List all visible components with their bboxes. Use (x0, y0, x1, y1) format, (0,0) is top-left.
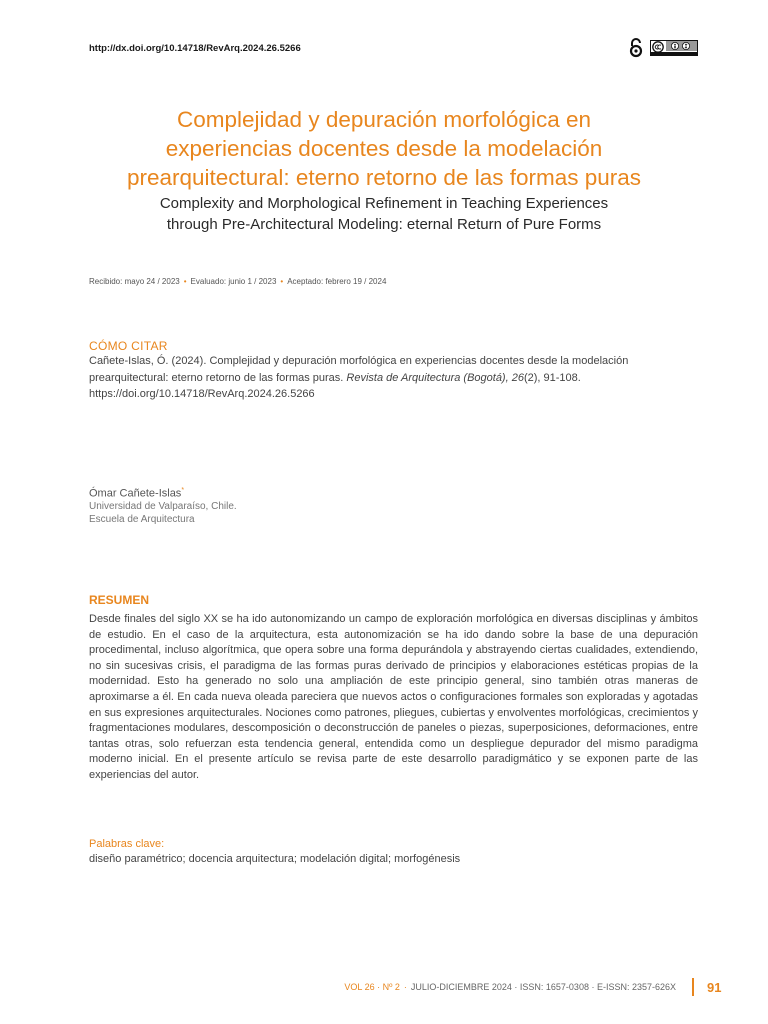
article-title-spanish (60, 105, 708, 192)
author-name-text: Ómar Cañete-Islas (89, 487, 182, 500)
publication-dates (89, 277, 386, 286)
author-note-marker: * (181, 487, 185, 494)
title-es-line: experiencias docentes desde la modelación (165, 136, 603, 161)
cite-heading: CÓMO CITAR (89, 339, 168, 353)
journal-footer (344, 982, 676, 992)
page-number: 91 (707, 980, 722, 995)
doi-link[interactable]: http://dx.doi.org/10.14718/RevArq.2024.26.5266 (89, 43, 301, 54)
affiliation-line: Escuela de Arquitectura (89, 513, 195, 525)
citation-part: Cañete-Islas, Ó. (2024). Complejidad y depuración morfológica en experiencias docentes desde la modelación prearquitectural: eterno retorno de las formas puras. (89, 355, 629, 384)
article-title-english (60, 193, 708, 235)
title-en-line: through Pre-Architectural Modeling: eternal Return of Pure Forms (166, 216, 602, 233)
author-affiliation (89, 501, 237, 526)
title-es-line: Complejidad y depuración morfológica en (177, 107, 591, 132)
footer-issn: JULIO-DICIEMBRE 2024 · ISSN: 1657-0308 · E-ISSN: 2357-626X (410, 982, 676, 992)
page-number-divider (692, 978, 694, 996)
date-separator: • (183, 277, 187, 286)
date-separator: • (280, 277, 284, 286)
keywords-heading: Palabras clave: (89, 838, 165, 850)
title-es-line: prearquitectural: eterno retorno de las formas puras (126, 165, 642, 190)
accepted-date: Aceptado: febrero 19 / 2024 (287, 277, 387, 286)
abstract-heading: RESUMEN (89, 593, 150, 607)
footer-volume: VOL 26 · Nº 2 (344, 982, 400, 992)
affiliation-line: Universidad de Valparaíso, Chile. (89, 501, 237, 512)
evaluated-date: Evaluado: junio 1 / 2023 (190, 277, 277, 286)
license-badges (628, 38, 698, 58)
open-access-icon (628, 38, 644, 58)
title-en-line: Complexity and Morphological Refinement in Teaching Experiences (159, 195, 609, 212)
keywords-text: diseño paramétrico; docencia arquitectura; modelación digital; morfogénesis (89, 853, 461, 865)
footer-separator: · (403, 982, 407, 992)
citation-journal: Revista de Arquitectura (Bogotá), 26 (346, 371, 524, 384)
citation-part[interactable]: (2), 91-108. https://doi.org/10.14718/RevArq.2024.26.5266 (89, 371, 581, 400)
received-date: Recibido: mayo 24 / 2023 (89, 277, 180, 286)
abstract-text: Desde finales del siglo XX se ha ido autonomizando un campo de exploración morfológica en diversas disciplinas y ámbitos de estudio. En el caso de la arquitectura, esta autonomización se ha ido dando sobre la base de una depuración procedimental, incluso algorítmica, que opera sobre una forma depurándola y abstrayendo ciertas cualidades, extendiendo, no sin sucesivas crisis, el paradigma de las formas puras derivado de principios y elaboraciones estéticas propias de la modernidad. Esto ha generado no solo una ampliación de este principio general, sino también otras maneras de aproximarse a él. En cada nueva oleada pareciera que nuevos actos o configuraciones formales son exploradas y agotadas en sus expresiones arquitecturales. Nociones como patrones, pliegues, cubiertas y envolventes morfológicas, crecimientos y fragmentaciones modulares, descomposición o deconstrucción de paneles o piezas, superposiciones, deformaciones, entre tantas otras, solo refuerzan esta tendencia general, entendida como un despliegue depurador del mismo paradigma moderno inicial. En el presente artículo se revisa parte de este desarrollo paradigmático y se exponen parte de las experiencias del autor. (89, 613, 698, 781)
citation-text (89, 353, 629, 403)
cc-license-icon (650, 40, 698, 56)
author-name (89, 487, 184, 500)
